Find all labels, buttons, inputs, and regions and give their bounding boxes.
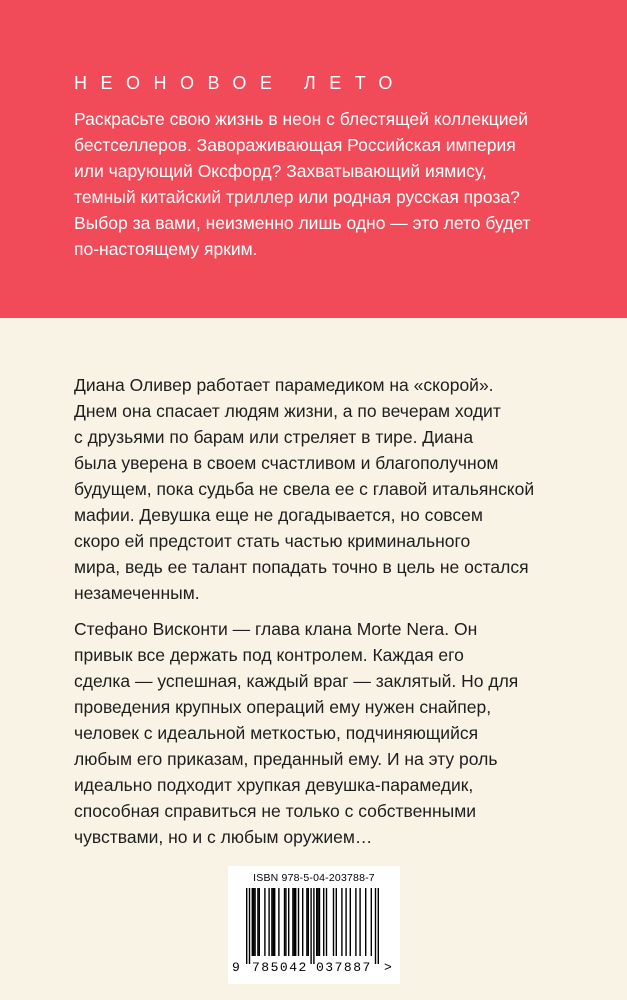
barcode-bar — [316, 888, 317, 956]
barcode-bar — [333, 888, 334, 956]
barcode-bar — [294, 888, 295, 956]
blurb-line: проведения крупных операций ему нужен снайпер, — [74, 697, 492, 717]
barcode-left-digits: 785042 — [252, 960, 308, 975]
barcode-bar — [371, 888, 372, 956]
barcode-bar — [298, 888, 299, 956]
isbn-barcode — [228, 866, 400, 984]
barcode-bar — [259, 888, 260, 956]
blurb-paragraph-2 — [74, 616, 574, 850]
barcode-bar — [264, 888, 265, 956]
blurb-line: была уверена в своем счастливом и благополучном — [74, 453, 499, 473]
blurb-line: незамеченным. — [74, 583, 200, 603]
barcode-right-digits: 037887 — [316, 960, 372, 975]
barcode-bar — [278, 888, 279, 956]
series-description-line: темный китайский триллер или родная русская проза? — [74, 187, 520, 207]
barcode-bar — [252, 888, 253, 956]
barcode-quiet-mark: > — [384, 960, 392, 975]
barcode-bar — [355, 888, 356, 956]
blurb-line: Стефано Висконти — глава клана Morte Nera. Он — [74, 619, 478, 639]
series-description — [74, 106, 574, 262]
isbn-label: ISBN 978-5-04-203788-7 — [253, 872, 375, 884]
series-banner — [0, 0, 627, 318]
barcode-bar — [308, 888, 309, 956]
blurb-line: любым его приказам, преданный ему. И на эту роль — [74, 749, 498, 769]
barcode-bar — [375, 888, 376, 964]
barcode-bars — [246, 888, 382, 964]
blurb-line: скоро ей предстоит стать частью криминального — [74, 531, 471, 551]
barcode-first-digit: 9 — [232, 960, 240, 975]
barcode-bar — [326, 888, 327, 956]
barcode-bar — [359, 888, 360, 956]
blurb-paragraph-1 — [74, 372, 574, 606]
barcode-bar — [288, 888, 289, 956]
blurb-line: сделка — успешная, каждый враг — заклятый. Но для — [74, 671, 519, 691]
barcode-bar — [345, 888, 346, 956]
barcode-bar — [323, 888, 324, 956]
barcode-bar — [257, 888, 258, 956]
blurb-line: мафии. Девушка еще не догадывается, но совсем — [74, 505, 483, 525]
blurb-line: способная справиться не только с собственными — [74, 801, 477, 821]
barcode-bar — [254, 888, 255, 956]
barcode-bar — [284, 888, 285, 956]
barcode-bar — [253, 888, 254, 956]
blurb-line: чувствами, но и с любым оружием… — [74, 827, 373, 847]
barcode-bar — [317, 888, 318, 956]
barcode-bar — [292, 888, 293, 956]
barcode-bar — [302, 888, 303, 956]
barcode-bar — [295, 888, 296, 956]
barcode-bar — [336, 888, 337, 956]
blurb-line: будущем, пока судьба не свела ее с главой итальянской — [74, 479, 535, 499]
barcode-bar — [273, 888, 274, 956]
series-description-line: или чарующий Оксфорд? Захватывающий иямису, — [74, 161, 487, 181]
barcode-bar — [271, 888, 272, 956]
barcode-bar — [285, 888, 286, 956]
barcode-bar — [313, 888, 314, 964]
series-description-line: Выбор за вами, неизменно лишь одно — это лето будет — [74, 213, 531, 233]
barcode-bar — [249, 888, 250, 964]
blurb-line: человек с идеальной меткостью, подчиняющийся — [74, 723, 479, 743]
series-description-line: по-настоящему ярким. — [74, 239, 258, 259]
barcode-bar — [350, 888, 351, 956]
barcode-bar — [268, 888, 269, 956]
barcode-bar — [274, 888, 275, 956]
barcode-bar — [341, 888, 342, 956]
barcode-bar — [378, 888, 379, 964]
barcode-bar — [310, 888, 311, 964]
barcode-bar — [306, 888, 307, 956]
blurb-line: Днем она спасает людям жизни, а по вечерам ходит — [74, 401, 501, 421]
blurb-line: мира, ведь ее талант попадать точно в цель не остался — [74, 557, 529, 577]
blurb-line: привык все держать под контролем. Каждая его — [74, 645, 464, 665]
barcode-bar — [365, 888, 366, 956]
blurb-line: с друзьями по барам или стреляет в тире. Диана — [74, 427, 474, 447]
blurb-line: Диана Оливер работает парамедиком на «скорой». — [74, 375, 494, 395]
barcode-bar — [246, 888, 247, 964]
barcode-bar — [319, 888, 320, 956]
series-description-line: бестселлеров. Завораживающая Российская империя — [74, 135, 516, 155]
blurb-line: идеально подходит хрупкая девушка-парамедик, — [74, 775, 474, 795]
series-title: НЕОНОВОЕ ЛЕТО — [74, 73, 406, 93]
series-description-line: Раскрасьте свою жизнь в неон с блестящей коллекцией — [74, 109, 529, 129]
